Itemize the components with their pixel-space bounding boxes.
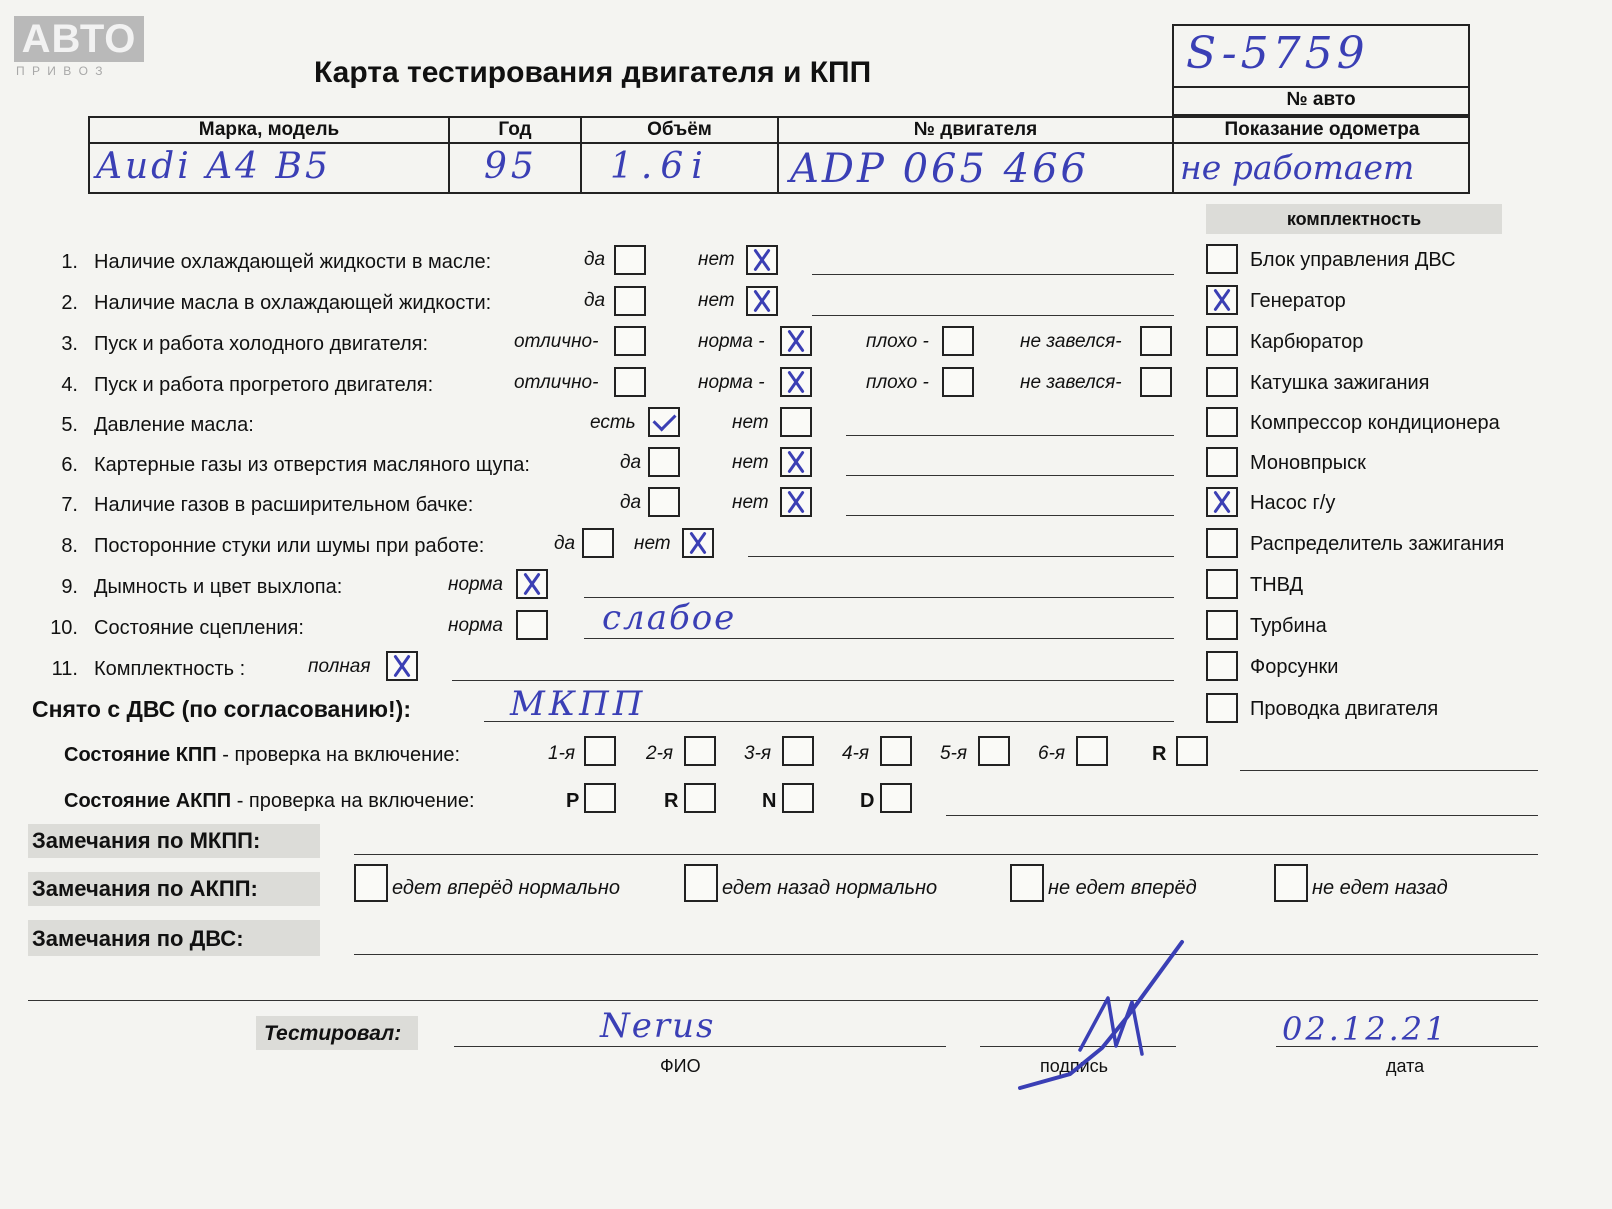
- completeness-item: Карбюратор: [1250, 331, 1364, 353]
- completeness-checkbox[interactable]: [1206, 244, 1238, 274]
- odometer-value: не работает: [1180, 148, 1415, 187]
- completeness-item: Блок управления ДВС: [1250, 249, 1456, 271]
- checkbox-not-started[interactable]: [1140, 326, 1172, 356]
- completeness-item: Катушка зажигания: [1250, 372, 1430, 394]
- logo: [14, 16, 146, 76]
- auto-option-checkbox[interactable]: [684, 864, 718, 902]
- checkbox-normal[interactable]: [516, 569, 548, 599]
- completeness-item: ТНВД: [1250, 574, 1304, 596]
- checkbox-excellent[interactable]: [614, 326, 646, 356]
- engine-number-value: ADP 065 466: [790, 146, 1089, 192]
- logo-sub: П Р И В О З: [16, 64, 105, 78]
- checkbox-no[interactable]: [682, 528, 714, 558]
- completeness-checkbox[interactable]: [1206, 487, 1238, 517]
- gear-3-checkbox[interactable]: [782, 736, 814, 766]
- auto-option-checkbox[interactable]: [1274, 864, 1308, 902]
- checkbox-normal[interactable]: [780, 326, 812, 356]
- completeness-item: Насос г/у: [1250, 492, 1336, 514]
- volume-label: Объём: [647, 119, 712, 140]
- mode-p-checkbox[interactable]: [584, 783, 616, 813]
- checkbox-no[interactable]: [746, 245, 778, 275]
- checkbox-yes[interactable]: [648, 407, 680, 437]
- year-value: 95: [484, 146, 538, 187]
- manual-gearbox-label: Состояние КПП - проверка на включение:: [64, 744, 461, 766]
- mode-r-checkbox[interactable]: [684, 783, 716, 813]
- completeness-checkbox[interactable]: [1206, 569, 1238, 599]
- gear-1-checkbox[interactable]: [584, 736, 616, 766]
- checkbox-no[interactable]: [746, 286, 778, 316]
- checkbox-no[interactable]: [780, 487, 812, 517]
- check-text: Пуск и работа прогретого двигателя:: [94, 374, 434, 396]
- test-date: 02.12.21: [1282, 1010, 1449, 1048]
- check-text: Дымность и цвет выхлопа:: [94, 576, 343, 598]
- volume-value: 1.6i: [610, 146, 711, 187]
- checkbox-normal[interactable]: [780, 367, 812, 397]
- completeness-item: Распределитель зажигания: [1250, 533, 1505, 555]
- check-text: Картерные газы из отверстия масляного щупа:: [94, 454, 530, 476]
- tested-by-label: Тестировал:: [264, 1022, 402, 1045]
- engine-test-card: АВТО П Р И В О З Карта тестирования двигателя и КПП S-5759 № авто Марка, модель Год Объём № двигателя Показание одометра Audi A4 B5 95 1.6i ADP 065 466 не работает комплектность 1. Наличие охлаждающей жидкости в масле: да нет 2. Наличие масла в охлаждающей жидкости: да нет 3. Пуск и работа холодного двигателя: отлично- норма - плохо - не завелся- 4. Пуск и работа прогретого двигателя: отлично- норма - плохо - не завелся- 5. Давление масла: есть нет 6. Картерные газы из отверстия масляного щупа: да нет 7. Наличие газов в расширительном бачке: да нет 8. Посторонние стуки или шумы при работе: да нет 9. Дымность и цвет выхлопа: норма 10. Состояние сцепления: норма слабое 11. Комплектность : полная Снято с ДВС (по согласованию!): МКПП Блок управления ДВС Генератор Карбюратор Катушка зажигания Компрессор кондиционера Моновпрыск Насос г/у Распределитель зажигания ТНВД Турбина Форсунки Проводка двигателя Состояние КПП - проверка на включение: 1-я 2-я 3-я 4-я 5-я 6-я R Состояние АКПП - проверка на включение: P R N D Замечания по МКПП: Замечания по АКПП: едет вперёд нормально едет назад нормально не едет вперёд не едет назад Замечания по ДВС: Тестировал: Nerus ФИО подпись 02.12.21 дата: [0, 0, 1612, 1209]
- checkbox-not-started[interactable]: [1140, 367, 1172, 397]
- completeness-item: Генератор: [1250, 290, 1346, 312]
- check-text: Наличие газов в расширительном бачке:: [94, 494, 474, 516]
- gear-4-checkbox[interactable]: [880, 736, 912, 766]
- gear-2-checkbox[interactable]: [684, 736, 716, 766]
- completeness-item: Компрессор кондиционера: [1250, 412, 1500, 434]
- completeness-title: комплектность: [1286, 209, 1422, 229]
- mode-d-checkbox[interactable]: [880, 783, 912, 813]
- checkbox-yes[interactable]: [614, 245, 646, 275]
- signature-caption: подпись: [1040, 1056, 1109, 1076]
- clutch-note: слабое: [602, 598, 737, 638]
- make-value: Audi A4 B5: [96, 146, 331, 187]
- removed-value: МКПП: [510, 684, 647, 724]
- completeness-checkbox[interactable]: [1206, 528, 1238, 558]
- completeness-checkbox[interactable]: [1206, 367, 1238, 397]
- gear-r-checkbox[interactable]: [1176, 736, 1208, 766]
- engine-remarks-label: Замечания по ДВС:: [32, 926, 244, 951]
- car-number-label: № авто: [1286, 89, 1356, 110]
- name-caption: ФИО: [660, 1056, 701, 1076]
- logo-main: АВТО: [14, 16, 144, 62]
- check-text: Посторонние стуки или шумы при работе:: [94, 535, 485, 557]
- car-number-value: S-5759: [1186, 28, 1369, 79]
- auto-option-checkbox[interactable]: [1010, 864, 1044, 902]
- checkbox-yes[interactable]: [582, 528, 614, 558]
- removed-label: Снято с ДВС (по согласованию!):: [32, 696, 411, 722]
- auto-gearbox-label: Состояние АКПП - проверка на включение:: [64, 790, 475, 812]
- manual-remarks-label: Замечания по МКПП:: [32, 828, 261, 853]
- checkbox-full[interactable]: [386, 651, 418, 681]
- signature: [1010, 936, 1190, 1096]
- completeness-checkbox[interactable]: [1206, 326, 1238, 356]
- checkbox-bad[interactable]: [942, 367, 974, 397]
- completeness-item: Проводка двигателя: [1250, 698, 1439, 720]
- completeness-checkbox[interactable]: [1206, 693, 1238, 723]
- checkbox-no[interactable]: [780, 407, 812, 437]
- completeness-checkbox[interactable]: [1206, 610, 1238, 640]
- checkbox-yes[interactable]: [648, 487, 680, 517]
- date-caption: дата: [1386, 1056, 1425, 1076]
- auto-option-checkbox[interactable]: [354, 864, 388, 902]
- completeness-checkbox[interactable]: [1206, 651, 1238, 681]
- check-text: Состояние сцепления:: [94, 617, 304, 639]
- page-title: Карта тестирования двигателя и КПП: [314, 56, 872, 89]
- make-label: Марка, модель: [198, 119, 340, 140]
- check-text: Наличие охлаждающей жидкости в масле:: [94, 251, 492, 273]
- odometer-label: Показание одометра: [1224, 119, 1420, 140]
- check-text: Наличие масла в охлаждающей жидкости:: [94, 292, 492, 314]
- tester-name: Nerus: [600, 1006, 716, 1046]
- completeness-checkbox[interactable]: [1206, 407, 1238, 437]
- gear-5-checkbox[interactable]: [978, 736, 1010, 766]
- check-text: Пуск и работа холодного двигателя:: [94, 333, 429, 355]
- checkbox-excellent[interactable]: [614, 367, 646, 397]
- year-label: Год: [498, 119, 532, 140]
- checkbox-yes[interactable]: [614, 286, 646, 316]
- checkbox-normal[interactable]: [516, 610, 548, 640]
- completeness-checkbox[interactable]: [1206, 447, 1238, 477]
- completeness-item: Форсунки: [1250, 656, 1339, 678]
- check-text: Давление масла:: [94, 414, 254, 436]
- auto-remarks-label: Замечания по АКПП:: [32, 876, 258, 901]
- checkbox-no[interactable]: [780, 447, 812, 477]
- check-text: Комплектность :: [94, 658, 246, 680]
- completeness-checkbox[interactable]: [1206, 285, 1238, 315]
- completeness-item: Моновпрыск: [1250, 452, 1366, 474]
- mode-n-checkbox[interactable]: [782, 783, 814, 813]
- checkbox-bad[interactable]: [942, 326, 974, 356]
- gear-6-checkbox[interactable]: [1076, 736, 1108, 766]
- completeness-item: Турбина: [1250, 615, 1327, 637]
- checkbox-yes[interactable]: [648, 447, 680, 477]
- engine-number-label: № двигателя: [913, 119, 1038, 140]
